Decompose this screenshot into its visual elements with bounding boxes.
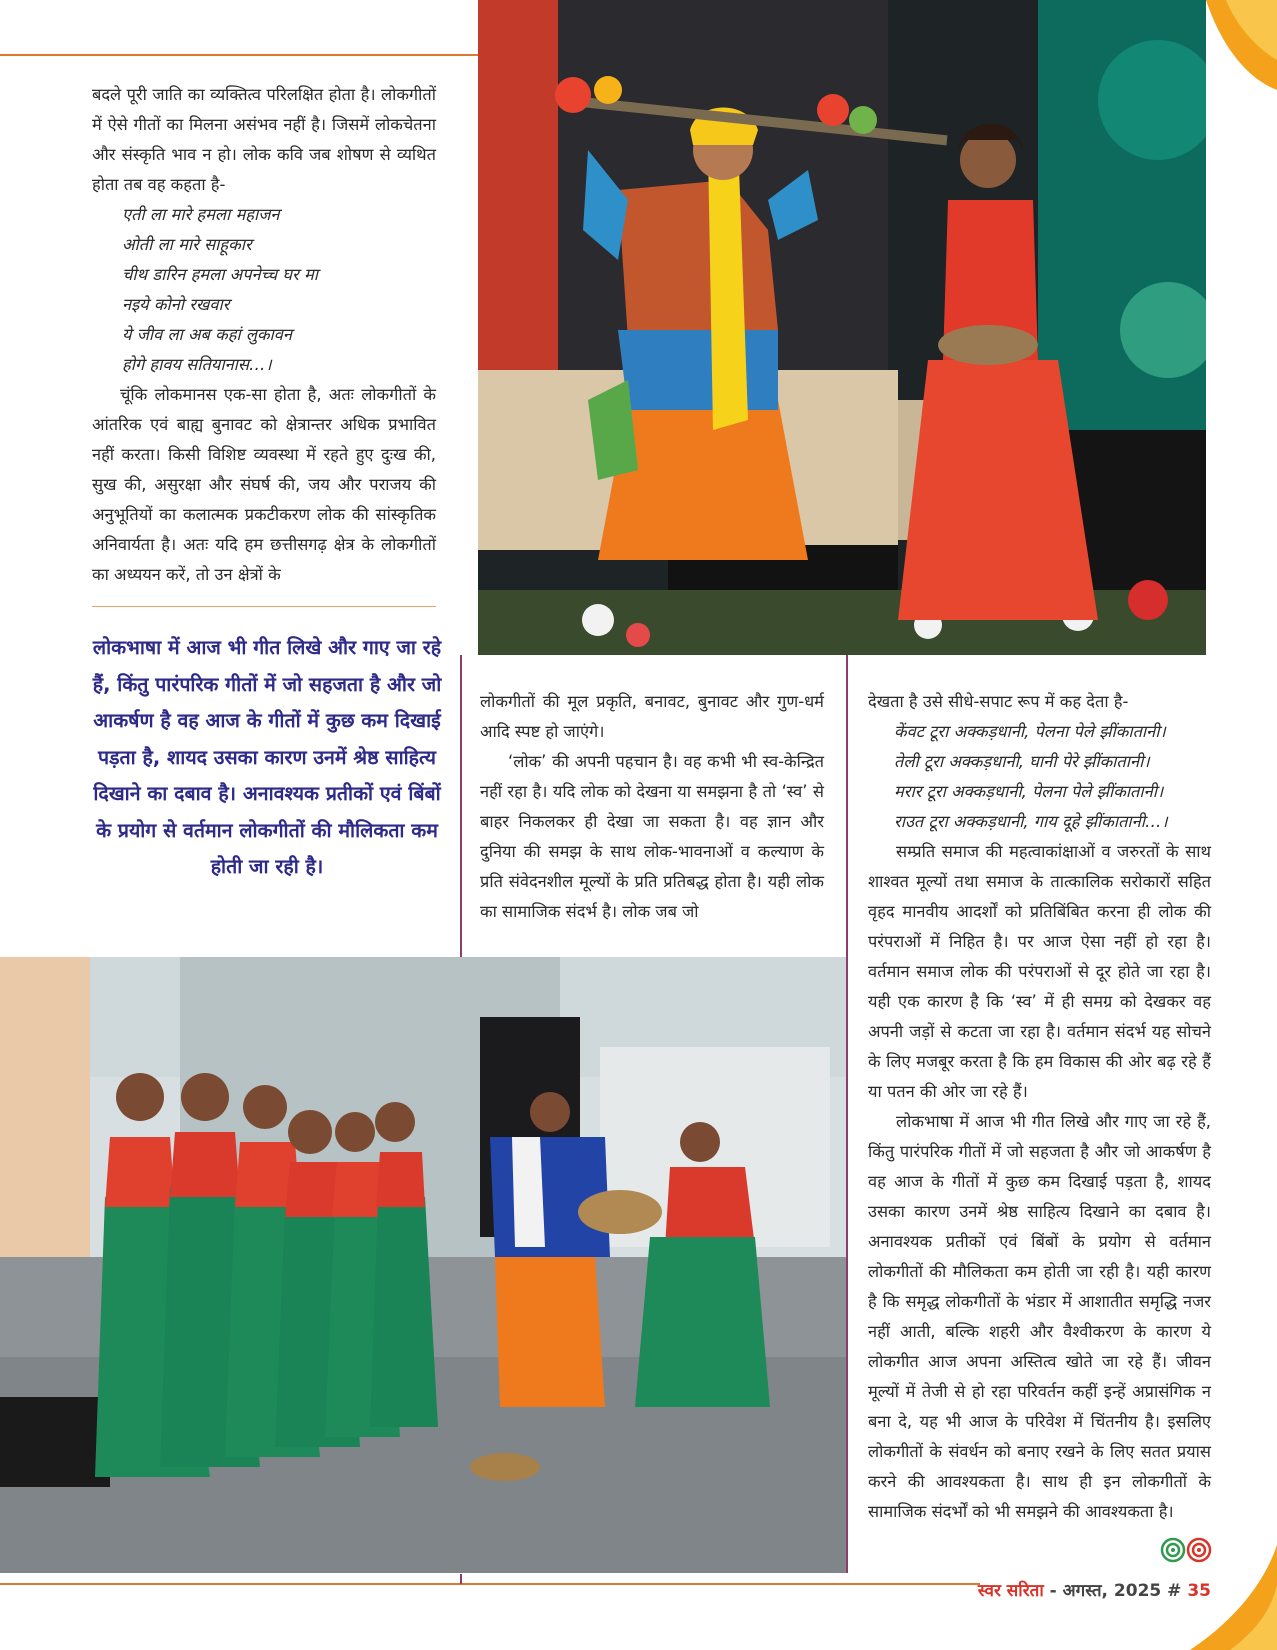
verse-line: मरार टूरा अक्कड़धानी, पेलना पेले झींकातानी। xyxy=(894,782,1164,801)
verse-line: ये जीव ला अब कहां लुकावन xyxy=(122,325,293,344)
verse-line: एती ला मारे हमला महाजन xyxy=(122,205,280,224)
verse-line: राउत टूरा अक्कड़धानी, गाय दूहे झींकातानी…। xyxy=(894,812,1168,831)
right-column xyxy=(868,687,1211,1527)
right-para-3: लोकभाषा में आज भी गीत लिखे और गाए जा रहे हैं, किंतु पारंपरिक गीतों में जो सहजता है और जो आकर्षण है वह आज के गीतों में कुछ कम दिखाई पड़ता है, शायद उसका कारण उनमें श्रेष्ठ साहित्य दिखाने का दबाव है। अनावश्यक प्रतीकों एवं बिंबों के प्रयोग से वर्तमान लोकगीतों की मौलिकता कम होती जा रही है। यही कारण है कि समृद्ध लोकगीतों के भंडार में आशातीत समृद्धि नजर नहीं आती, बल्कि शहरी और वैश्वीकरण के कारण ये लोकगीत आज अपना अस्तित्व खोते जा रहे हैं। जीवन मूल्यों में तेजी से हो रहा परिवर्तन कहीं इन्हें अप्रासंगिक न बना दे, यह भी आज के परिवेश में चिंतनीय है। इसलिए लोकगीतों के संवर्धन को बनाए रखने के लिए सतत प्रयास करने की आवश्यकता है। साथ ही इन लोकगीतों के सामाजिक संदर्भों को भी समझने की आवश्यकता है। xyxy=(868,1112,1211,1521)
magazine-name: स्वर सरिता xyxy=(977,1581,1044,1601)
photo-dancing-couple xyxy=(478,0,1206,655)
left-para-1: बदले पूरी जाति का व्यक्तित्व परिलक्षित होता है। लोकगीतों में ऐसे गीतों का मिलना असंभव नहीं है। जिसमें लोकचेतना और संस्कृति भाव न हो। लोक कवि जब शोषण से व्यथित होता तब वह कहता है- xyxy=(92,85,436,194)
middle-column xyxy=(480,687,824,927)
left-column xyxy=(92,80,436,590)
divider-middle xyxy=(460,655,462,957)
middle-para-2: ‘लोक’ की अपनी पहचान है। वह कभी भी स्व-केन्द्रित नहीं रहा है। यदि लोक को देखना या समझना है तो ‘स्व’ से बाहर निकलकर ही देखा जा सकता है। वह ज्ञान और दुनिया की समझ के साथ लोक-भावनाओं व कल्याण के प्रति संवेदनशील मूल्यों के प्रति प्रतिबद्ध होता है। यही लोक का सामाजिक संदर्भ है। लोक जब जो xyxy=(480,752,824,921)
middle-para-1: लोकगीतों की मूल प्रकृति, बनावट, बुनावट और गुण-धर्म आदि स्पष्ट हो जाएंगे। xyxy=(480,692,824,741)
bottom-tick xyxy=(460,1574,462,1584)
right-para-1: देखता है उसे सीधे-सपाट रूप में कह देता है- xyxy=(868,692,1129,711)
left-verse xyxy=(122,200,436,380)
verse-line: नइये कोनो रखवार xyxy=(122,295,230,314)
issue-date: अगस्त, 2025 xyxy=(1062,1581,1162,1601)
verse-line: तेली टूरा अक्कड़धानी, घानी पेरे झींकातानी। xyxy=(894,752,1150,771)
page-number: 35 xyxy=(1187,1581,1211,1601)
divider-right xyxy=(846,655,848,1573)
right-para-2: सम्प्रति समाज की महत्वाकांक्षाओं व जरुरतों के साथ शाश्वत मूल्यों तथा समाज के तात्कालिक सरोकारों सहित वृहद मानवीय आदर्शों को प्रतिबिंबित करना ही लोक की परंपराओं में निहित है। पर आज ऐसा नहीं हो रहा है। वर्तमान समाज लोक की परंपराओं से दूर होते जा रहा है। यही एक कारण है कि ‘स्व’ में ही समग्र को देखकर वह अपनी जड़ों से कटता जा रहा है। वर्तमान संदर्भ यह सोचने के लिए मजबूर करता है कि हम विकास की ओर बढ़ रहे हैं या पतन की ओर जा रहे हैं। xyxy=(868,842,1211,1101)
top-rule xyxy=(0,54,478,56)
right-verse xyxy=(894,717,1211,837)
verse-line: ओती ला मारे साहूकार xyxy=(122,235,252,254)
pull-quote: लोकभाषा में आज भी गीत लिखे और गाए जा रहे हैं, किंतु पारंपरिक गीतों में जो सहजता है और जो आकर्षण है वह आज के गीतों में कुछ कम दिखाई पड़ता है, शायद उसका कारण उनमें श्रेष्ठ साहित्य दिखाने का दबाव है। अनावश्यक प्रतीकों एवं बिंबों के प्रयोग से वर्तमान लोकगीतों की मौलिकता कम होती जा रही है। xyxy=(92,636,442,878)
photo-group-dance xyxy=(0,957,846,1573)
left-para-2: चूंकि लोकमानस एक-सा होता है, अतः लोकगीतों के आंतरिक एवं बाह्य बुनावट को क्षेत्रान्तर अधिक प्रभावित नहीं करता। किसी विशिष्ट व्यवस्था में रहते हुए दुःख की, सुख की, असुरक्षा और संघर्ष की, जय और पराजय की अनुभूतियों का कलात्मक प्रकटीकरण लोक की सांस्कृतिक अनिवार्यता है। अतः यदि हम छत्तीसगढ़ क्षेत्र के लोकगीतों का अध्ययन करें, तो उन क्षेत्रों के xyxy=(92,385,436,584)
page-corner-top-icon xyxy=(1206,0,1277,90)
footer-hash: # xyxy=(1161,1581,1188,1601)
verse-line: होगे हावय सतियानास…। xyxy=(122,355,272,374)
bottom-rule xyxy=(0,1583,980,1585)
verse-line: केंवट टूरा अक्कड़धानी, पेलना पेले झींकातानी। xyxy=(894,722,1166,741)
end-mark-icon xyxy=(1160,1537,1212,1563)
page-footer xyxy=(978,1578,1211,1601)
verse-line: चीथ डारिन हमला अपनेच्च घर मा xyxy=(122,265,319,284)
footer-separator: - xyxy=(1043,1581,1063,1601)
pull-quote-rule xyxy=(92,606,436,607)
